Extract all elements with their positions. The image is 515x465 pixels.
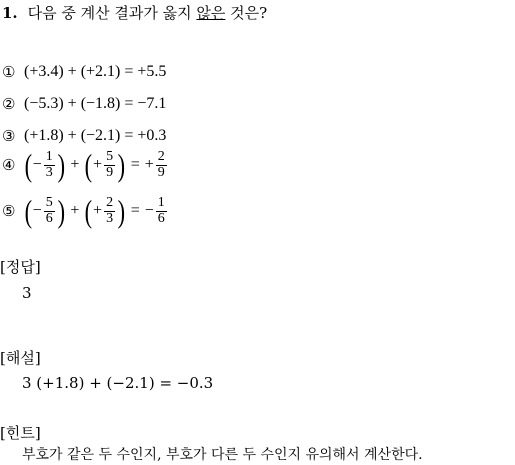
option-5	[2, 195, 169, 227]
hint-label: [힌트]	[0, 424, 41, 442]
denominator: 3	[45, 164, 53, 180]
denominator: 9	[106, 164, 114, 180]
option-marker: ①	[2, 63, 16, 81]
fraction	[44, 196, 55, 226]
option-1	[2, 63, 166, 81]
sign: +	[93, 156, 103, 173]
equals-sign: =	[130, 202, 140, 219]
answer-value: 3	[22, 284, 32, 302]
explanation-text: 3 (+1.8) + (−2.1) = −0.3	[22, 374, 214, 392]
option-marker: ④	[2, 156, 16, 174]
option-2	[2, 95, 166, 113]
option-expression	[24, 195, 169, 227]
plus-sign: +	[70, 202, 80, 219]
equals-sign: =	[130, 156, 140, 173]
right-paren: )	[57, 193, 65, 229]
right-paren: )	[117, 147, 126, 183]
denominator: 3	[106, 210, 114, 226]
denominator: 6	[157, 210, 165, 226]
numerator: 1	[45, 148, 53, 164]
fraction	[44, 150, 55, 180]
left-paren: (	[24, 147, 33, 183]
numerator: 2	[106, 194, 114, 210]
question-text-before: 다음 중 계산 결과가 옳지	[27, 4, 197, 22]
fraction	[104, 196, 115, 226]
question-text-underlined: 않은	[196, 4, 226, 22]
question-text-after: 것은?	[225, 4, 268, 22]
option-expression: (+3.4) + (+2.1) = +5.5	[24, 63, 167, 80]
left-paren: (	[24, 193, 33, 229]
numerator: 2	[157, 148, 165, 164]
explanation-label: [해설]	[0, 349, 41, 367]
question-title	[2, 2, 267, 23]
left-paren: (	[84, 193, 93, 229]
numerator: 1	[157, 194, 165, 210]
option-marker: ③	[2, 127, 16, 145]
denominator: 6	[45, 210, 53, 226]
fraction	[156, 196, 167, 226]
denominator: 9	[157, 164, 165, 180]
option-4	[2, 149, 169, 181]
right-paren: )	[57, 147, 65, 183]
sign: +	[93, 202, 103, 219]
option-expression: (+1.8) + (−2.1) = +0.3	[24, 127, 167, 144]
fraction	[156, 150, 167, 180]
answer-label: [정답]	[0, 258, 41, 276]
numerator: 5	[106, 148, 114, 164]
option-marker: ②	[2, 95, 16, 113]
option-expression: (−5.3) + (−1.8) = −7.1	[24, 95, 167, 112]
plus-sign: +	[70, 156, 80, 173]
option-expression	[24, 149, 169, 181]
question-number: 1.	[2, 4, 18, 22]
sign: −	[144, 202, 154, 219]
numerator: 5	[45, 194, 53, 210]
option-marker: ⑤	[2, 202, 16, 220]
sign: −	[32, 156, 42, 173]
fraction	[104, 150, 115, 180]
option-3	[2, 127, 166, 145]
left-paren: (	[84, 147, 93, 183]
right-paren: )	[117, 193, 126, 229]
hint-text: 부호가 같은 두 수인지, 부호가 다른 두 수인지 유의해서 계산한다.	[22, 447, 423, 463]
sign: +	[144, 156, 154, 173]
sign: −	[32, 202, 42, 219]
